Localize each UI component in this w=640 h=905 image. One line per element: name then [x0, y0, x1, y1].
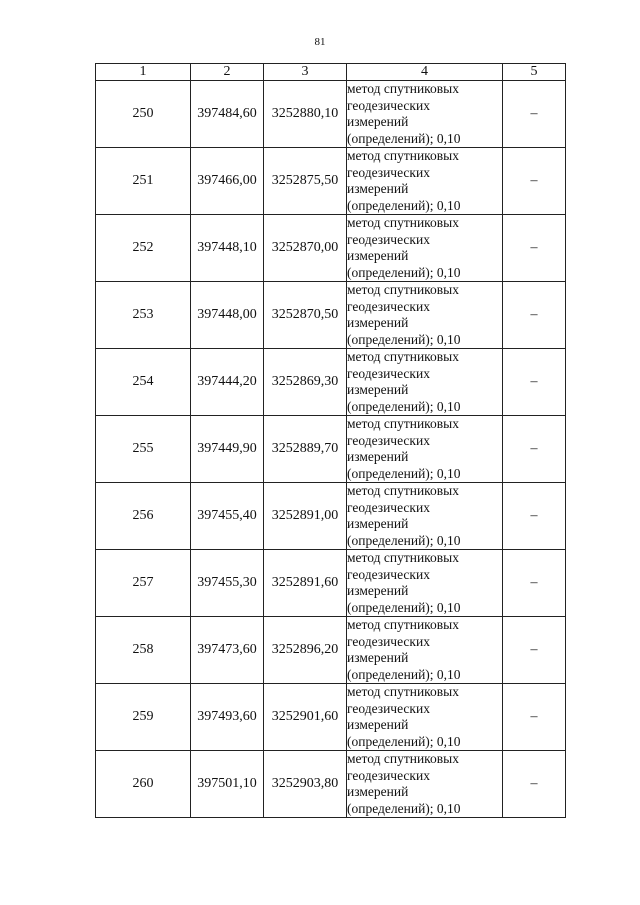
- method-text-line: (определений); 0,10: [347, 532, 461, 548]
- column-header-4: 4: [347, 64, 503, 81]
- method-text-line: метод спутниковых: [347, 483, 459, 498]
- point-number-cell: 252: [96, 215, 191, 282]
- method-text-line: измерений: [347, 449, 409, 464]
- method-text-line: (определений); 0,10: [347, 331, 461, 347]
- method-text-line: метод спутниковых: [347, 684, 459, 699]
- table-row: [96, 483, 566, 550]
- table-row: [96, 416, 566, 483]
- point-number-cell: 257: [96, 550, 191, 617]
- table-row: [96, 215, 566, 282]
- method-text-line: измерений: [347, 181, 409, 196]
- method-text-line: (определений); 0,10: [347, 666, 461, 682]
- method-text-line: (определений); 0,10: [347, 733, 461, 749]
- method-text-line: (определений); 0,10: [347, 398, 461, 414]
- method-text-line: геодезических: [347, 767, 430, 783]
- method-cell: [347, 684, 503, 751]
- point-number-cell: 260: [96, 751, 191, 818]
- method-text-line: (определений); 0,10: [347, 800, 461, 816]
- method-text-line: геодезических: [347, 365, 430, 381]
- method-text-line: измерений: [347, 114, 409, 129]
- method-text-line: измерений: [347, 717, 409, 732]
- point-number-cell: 253: [96, 282, 191, 349]
- table-row: [96, 684, 566, 751]
- point-number-cell: 251: [96, 148, 191, 215]
- method-cell: [347, 349, 503, 416]
- note-cell: –: [503, 751, 566, 818]
- note-cell: –: [503, 349, 566, 416]
- method-text-line: (определений); 0,10: [347, 599, 461, 615]
- table-row: [96, 282, 566, 349]
- method-cell: [347, 617, 503, 684]
- method-text-line: геодезических: [347, 298, 430, 314]
- method-text-line: измерений: [347, 650, 409, 665]
- method-text-line: метод спутниковых: [347, 751, 459, 766]
- method-text-line: (определений); 0,10: [347, 130, 461, 146]
- y-coordinate-cell: 3252870,00: [264, 215, 347, 282]
- method-text-line: измерений: [347, 516, 409, 531]
- method-text-line: метод спутниковых: [347, 148, 459, 163]
- point-number-cell: 259: [96, 684, 191, 751]
- method-text-line: геодезических: [347, 566, 430, 582]
- method-text-line: геодезических: [347, 164, 430, 180]
- note-cell: –: [503, 483, 566, 550]
- point-number-cell: 254: [96, 349, 191, 416]
- y-coordinate-cell: 3252870,50: [264, 282, 347, 349]
- method-text-line: (определений); 0,10: [347, 465, 461, 481]
- table-row: [96, 617, 566, 684]
- method-cell: [347, 483, 503, 550]
- column-header-3: 3: [264, 64, 347, 81]
- method-text-line: измерений: [347, 248, 409, 263]
- x-coordinate-cell: 397501,10: [191, 751, 264, 818]
- method-text-line: измерений: [347, 583, 409, 598]
- method-cell: [347, 550, 503, 617]
- x-coordinate-cell: 397455,30: [191, 550, 264, 617]
- page-number: 81: [314, 36, 326, 48]
- table-row: [96, 148, 566, 215]
- table-row: [96, 751, 566, 818]
- method-text-line: метод спутниковых: [347, 81, 459, 96]
- column-header-2: 2: [191, 64, 264, 81]
- method-text-line: геодезических: [347, 97, 430, 113]
- y-coordinate-cell: 3252891,60: [264, 550, 347, 617]
- note-cell: –: [503, 416, 566, 483]
- method-text-line: геодезических: [347, 633, 430, 649]
- method-text-line: (определений); 0,10: [347, 264, 461, 280]
- note-cell: –: [503, 81, 566, 148]
- x-coordinate-cell: 397493,60: [191, 684, 264, 751]
- method-cell: [347, 81, 503, 148]
- y-coordinate-cell: 3252889,70: [264, 416, 347, 483]
- note-cell: –: [503, 282, 566, 349]
- y-coordinate-cell: 3252869,30: [264, 349, 347, 416]
- coordinates-table: [95, 63, 566, 818]
- x-coordinate-cell: 397473,60: [191, 617, 264, 684]
- table-body: [96, 81, 566, 818]
- point-number-cell: 250: [96, 81, 191, 148]
- note-cell: –: [503, 550, 566, 617]
- table-row: [96, 349, 566, 416]
- column-header-1: 1: [96, 64, 191, 81]
- table-header-row: [96, 64, 566, 81]
- x-coordinate-cell: 397455,40: [191, 483, 264, 550]
- x-coordinate-cell: 397449,90: [191, 416, 264, 483]
- y-coordinate-cell: 3252901,60: [264, 684, 347, 751]
- method-text-line: измерений: [347, 315, 409, 330]
- method-text-line: (определений); 0,10: [347, 197, 461, 213]
- method-text-line: метод спутниковых: [347, 617, 459, 632]
- x-coordinate-cell: 397466,00: [191, 148, 264, 215]
- x-coordinate-cell: 397484,60: [191, 81, 264, 148]
- x-coordinate-cell: 397444,20: [191, 349, 264, 416]
- method-cell: [347, 148, 503, 215]
- method-text-line: измерений: [347, 784, 409, 799]
- method-text-line: метод спутниковых: [347, 416, 459, 431]
- x-coordinate-cell: 397448,00: [191, 282, 264, 349]
- point-number-cell: 258: [96, 617, 191, 684]
- method-text-line: геодезических: [347, 700, 430, 716]
- y-coordinate-cell: 3252880,10: [264, 81, 347, 148]
- point-number-cell: 255: [96, 416, 191, 483]
- table-row: [96, 550, 566, 617]
- column-header-5: 5: [503, 64, 566, 81]
- note-cell: –: [503, 215, 566, 282]
- note-cell: –: [503, 617, 566, 684]
- y-coordinate-cell: 3252896,20: [264, 617, 347, 684]
- method-text-line: геодезических: [347, 231, 430, 247]
- note-cell: –: [503, 148, 566, 215]
- note-cell: –: [503, 684, 566, 751]
- method-text-line: геодезических: [347, 499, 430, 515]
- method-text-line: метод спутниковых: [347, 349, 459, 364]
- point-number-cell: 256: [96, 483, 191, 550]
- y-coordinate-cell: 3252875,50: [264, 148, 347, 215]
- x-coordinate-cell: 397448,10: [191, 215, 264, 282]
- method-cell: [347, 282, 503, 349]
- y-coordinate-cell: 3252891,00: [264, 483, 347, 550]
- method-cell: [347, 215, 503, 282]
- method-text-line: метод спутниковых: [347, 282, 459, 297]
- y-coordinate-cell: 3252903,80: [264, 751, 347, 818]
- method-text-line: метод спутниковых: [347, 215, 459, 230]
- method-text-line: измерений: [347, 382, 409, 397]
- method-cell: [347, 751, 503, 818]
- table-row: [96, 81, 566, 148]
- method-text-line: метод спутниковых: [347, 550, 459, 565]
- method-text-line: геодезических: [347, 432, 430, 448]
- method-cell: [347, 416, 503, 483]
